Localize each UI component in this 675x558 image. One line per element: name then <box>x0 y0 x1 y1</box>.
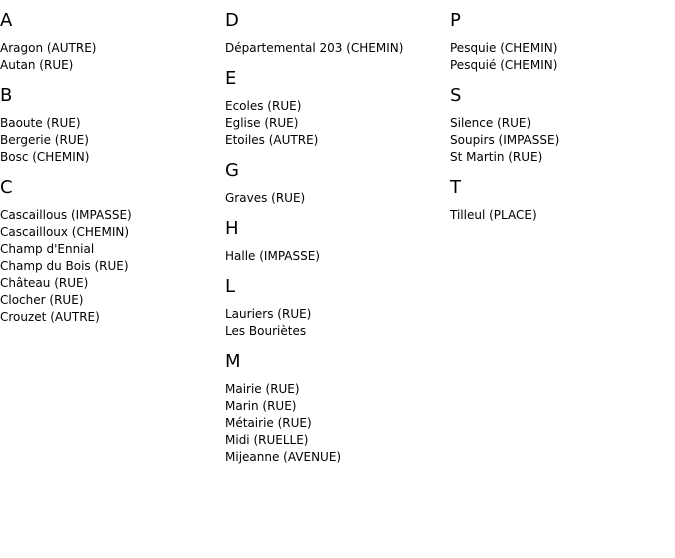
letter-group <box>225 68 450 149</box>
street-link[interactable]: Eglise (RUE) <box>225 116 299 130</box>
street-link[interactable]: Mairie (RUE) <box>225 382 300 396</box>
letter-group <box>450 85 675 166</box>
letter-group <box>225 218 450 265</box>
letter-heading: T <box>450 177 461 198</box>
street-link[interactable]: Etoiles (AUTRE) <box>225 133 319 147</box>
letter-heading: P <box>450 10 461 31</box>
street-link[interactable]: Cascaillous (IMPASSE) <box>0 208 132 222</box>
letter-group <box>0 10 225 74</box>
street-link[interactable]: Autan (RUE) <box>0 58 74 72</box>
letter-group <box>225 10 450 57</box>
letter-group <box>225 160 450 207</box>
street-link[interactable]: Crouzet (AUTRE) <box>0 310 100 324</box>
letter-heading: S <box>450 85 462 106</box>
street-link[interactable]: Tilleul (PLACE) <box>450 208 537 222</box>
street-link[interactable]: Bosc (CHEMIN) <box>0 150 90 164</box>
letter-heading: L <box>225 276 236 297</box>
street-link[interactable]: Champ d'Ennial <box>0 242 95 256</box>
street-link[interactable]: Cascailloux (CHEMIN) <box>0 225 130 239</box>
street-link[interactable]: Mijeanne (AVENUE) <box>225 450 342 464</box>
letter-group <box>0 177 225 326</box>
street-link[interactable]: Marin (RUE) <box>225 399 297 413</box>
street-link[interactable]: Métairie (RUE) <box>225 416 312 430</box>
index-column <box>0 10 225 337</box>
street-link[interactable]: Pesquié (CHEMIN) <box>450 58 558 72</box>
letter-heading: M <box>225 351 241 372</box>
street-link[interactable]: Lauriers (RUE) <box>225 307 312 321</box>
letter-group <box>450 10 675 74</box>
letter-group <box>225 276 450 340</box>
street-link[interactable]: Bergerie (RUE) <box>0 133 89 147</box>
street-link[interactable]: Champ du Bois (RUE) <box>0 259 129 273</box>
street-link[interactable]: Château (RUE) <box>0 276 89 290</box>
street-link[interactable]: Départemental 203 (CHEMIN) <box>225 41 404 55</box>
letter-heading: A <box>0 10 13 31</box>
index-column <box>450 10 675 235</box>
letter-heading: C <box>0 177 13 198</box>
street-link[interactable]: Graves (RUE) <box>225 191 306 205</box>
letter-heading: E <box>225 68 237 89</box>
street-link[interactable]: Pesquie (CHEMIN) <box>450 41 558 55</box>
street-link[interactable]: St Martin (RUE) <box>450 150 543 164</box>
street-link[interactable]: Aragon (AUTRE) <box>0 41 97 55</box>
street-link[interactable]: Soupirs (IMPASSE) <box>450 133 560 147</box>
letter-group <box>225 351 450 466</box>
letter-heading: D <box>225 10 239 31</box>
letter-heading: B <box>0 85 13 106</box>
letter-heading: G <box>225 160 239 181</box>
letter-heading: H <box>225 218 239 239</box>
index-column <box>225 10 450 477</box>
letter-group <box>0 85 225 166</box>
street-link[interactable]: Clocher (RUE) <box>0 293 84 307</box>
street-link[interactable]: Les Bouriètes <box>225 324 307 338</box>
street-link[interactable]: Ecoles (RUE) <box>225 99 302 113</box>
street-link[interactable]: Halle (IMPASSE) <box>225 249 320 263</box>
street-link[interactable]: Midi (RUELLE) <box>225 433 309 447</box>
street-link[interactable]: Silence (RUE) <box>450 116 532 130</box>
street-link[interactable]: Baoute (RUE) <box>0 116 81 130</box>
letter-group <box>450 177 675 224</box>
